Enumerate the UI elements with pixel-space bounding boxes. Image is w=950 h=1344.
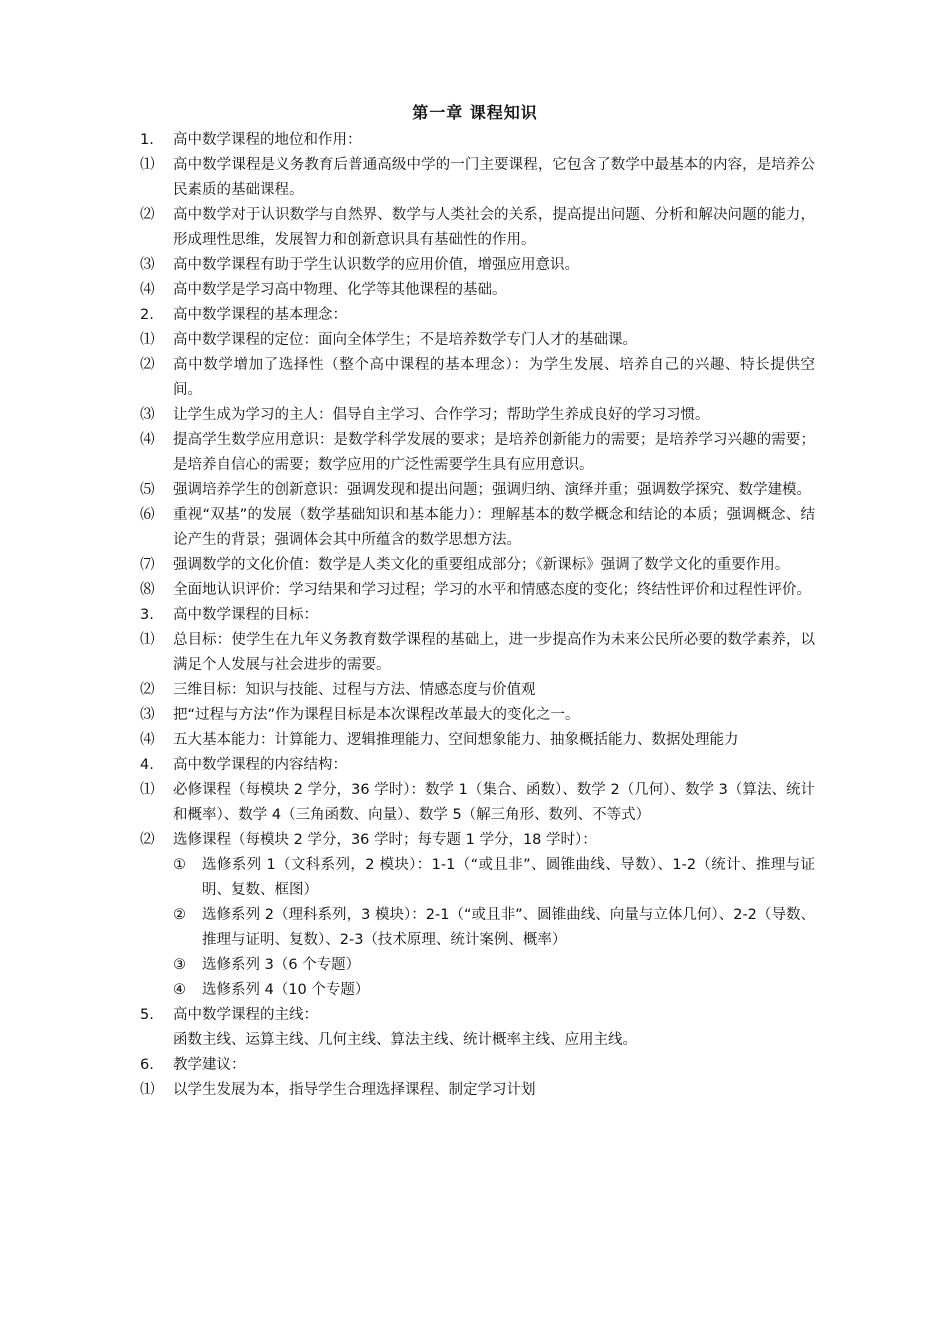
list-text: 选修系列 4（10 个专题） bbox=[202, 982, 370, 998]
list-marker: ⑴ bbox=[140, 1082, 155, 1098]
list-text: 高中数学课程的定位：面向全体学生；不是培养数学专门人才的基础课。 bbox=[173, 332, 637, 348]
list-text: 高中数学是学习高中物理、化学等其他课程的基础。 bbox=[173, 282, 507, 298]
list-marker: ② bbox=[173, 907, 186, 923]
list-marker: ⑴ bbox=[140, 157, 155, 173]
list-marker: ⑺ bbox=[140, 557, 155, 573]
list-marker: ⑶ bbox=[140, 257, 155, 273]
list-item bbox=[140, 478, 815, 503]
list-item bbox=[140, 753, 815, 778]
list-item bbox=[140, 128, 815, 153]
list-text: 选修系列 2（理科系列，3 模块）：2-1（“或且非”、圆锥曲线、向量与立体几何）、2-2（导数、推理与证明、复数）、2-3（技术原理、统计案例、概率） bbox=[202, 907, 815, 948]
list-item bbox=[140, 403, 815, 428]
list-marker: ⑷ bbox=[140, 432, 155, 448]
list-marker: 5. bbox=[140, 1007, 154, 1023]
list-item bbox=[140, 628, 815, 678]
list-text: 三维目标：知识与技能、过程与方法、情感态度与价值观 bbox=[173, 682, 536, 698]
list-item bbox=[140, 778, 815, 828]
list-text: 选修课程（每模块 2 学分，36 学时；每专题 1 学分，18 学时）： bbox=[173, 832, 597, 848]
list-item bbox=[140, 603, 815, 628]
list-text: 高中数学课程的目标： bbox=[173, 607, 318, 623]
list-text: 高中数学课程的主线： bbox=[173, 1007, 318, 1023]
list-marker: ⑷ bbox=[140, 282, 155, 298]
list-text: 高中数学课程的基本理念： bbox=[173, 307, 347, 323]
list-text: 高中数学课程是义务教育后普通高级中学的一门主要课程，它包含了数学中最基本的内容，是培养公民素质的基础课程。 bbox=[173, 157, 815, 198]
list-item bbox=[140, 1028, 815, 1053]
list-marker: ⑴ bbox=[140, 332, 155, 348]
list-marker: ① bbox=[173, 857, 186, 873]
list-item bbox=[140, 853, 815, 903]
list-item bbox=[140, 978, 815, 1003]
list-marker: ③ bbox=[173, 957, 186, 973]
list-text: 以学生发展为本，指导学生合理选择课程、制定学习计划 bbox=[173, 1082, 536, 1098]
list-text: 高中数学课程的地位和作用： bbox=[173, 132, 362, 148]
list-item bbox=[140, 678, 815, 703]
list-text: 全面地认识评价：学习结果和学习过程；学习的水平和情感态度的变化；终结性评价和过程性评价。 bbox=[173, 582, 811, 598]
list-item bbox=[140, 1053, 815, 1078]
list-text: 函数主线、运算主线、几何主线、算法主线、统计概率主线、应用主线。 bbox=[173, 1032, 637, 1048]
list-marker: ⑴ bbox=[140, 782, 155, 798]
list-item bbox=[140, 153, 815, 203]
list-marker: ⑵ bbox=[140, 207, 155, 223]
list-text: 高中数学对于认识数学与自然界、数学与人类社会的关系，提高提出问题、分析和解决问题的能力，形成理性思维，发展智力和创新意识具有基础性的作用。 bbox=[173, 207, 815, 248]
list-marker: 2. bbox=[140, 307, 154, 323]
list-text: 强调培养学生的创新意识：强调发现和提出问题；强调归纳、演绎并重；强调数学探究、数学建模。 bbox=[173, 482, 811, 498]
list-text: 高中数学课程的内容结构： bbox=[173, 757, 347, 773]
list-item bbox=[140, 953, 815, 978]
chapter-title: 第一章 课程知识 bbox=[412, 103, 538, 122]
list-marker: ⑵ bbox=[140, 682, 155, 698]
list-text: 高中数学增加了选择性（整个高中课程的基本理念）：为学生发展、培养自己的兴趣、特长提供空间。 bbox=[173, 357, 815, 398]
list-text: 必修课程（每模块 2 学分，36 学时）：数学 1（集合、函数）、数学 2（几何）、数学 3（算法、统计和概率）、数学 4（三角函数、向量）、数学 5（解三角形、数列、不等式） bbox=[173, 782, 815, 823]
list-item bbox=[140, 278, 815, 303]
list-marker: ⑻ bbox=[140, 582, 155, 598]
list-text: 把“过程与方法”作为课程目标是本次课程改革最大的变化之一。 bbox=[173, 707, 580, 723]
list-text: 提高学生数学应用意识：是数学科学发展的要求；是培养创新能力的需要；是培养学习兴趣的需要；是培养自信心的需要；数学应用的广泛性需要学生具有应用意识。 bbox=[173, 432, 815, 473]
list-item bbox=[140, 328, 815, 353]
list-text: 选修系列 1（文科系列，2 模块）：1-1（“或且非”、圆锥曲线、导数）、1-2（统计、推理与证明、复数、框图） bbox=[202, 857, 815, 898]
list-marker: ⑸ bbox=[140, 482, 155, 498]
list-item bbox=[140, 903, 815, 953]
list-item bbox=[140, 1003, 815, 1028]
list-marker: ⑵ bbox=[140, 832, 155, 848]
list-text: 选修系列 3（6 个专题） bbox=[202, 957, 361, 973]
list-item bbox=[140, 553, 815, 578]
list-text: 高中数学课程有助于学生认识数学的应用价值，增强应用意识。 bbox=[173, 257, 579, 273]
list-marker: ⑴ bbox=[140, 632, 155, 648]
list-marker: 1. bbox=[140, 132, 154, 148]
list-text: 让学生成为学习的主人：倡导自主学习、合作学习；帮助学生养成良好的学习习惯。 bbox=[173, 407, 710, 423]
list-marker: ⑷ bbox=[140, 732, 155, 748]
list-item bbox=[140, 828, 815, 853]
list-item bbox=[140, 728, 815, 753]
list-text: 强调数学的文化价值：数学是人类文化的重要组成部分；《新课标》强调了数学文化的重要作用。 bbox=[173, 557, 790, 573]
list-text: 总目标：使学生在九年义务教育数学课程的基础上，进一步提高作为未来公民所必要的数学素养，以满足个人发展与社会进步的需要。 bbox=[173, 632, 815, 673]
list-marker: 3. bbox=[140, 607, 154, 623]
list-marker: ④ bbox=[173, 982, 186, 998]
list-marker: 6. bbox=[140, 1057, 154, 1073]
list-item bbox=[140, 253, 815, 278]
list-marker: ⑹ bbox=[140, 507, 155, 523]
list-marker: ⑵ bbox=[140, 357, 155, 373]
document-body bbox=[140, 128, 815, 1103]
list-text: 五大基本能力：计算能力、逻辑推理能力、空间想象能力、抽象概括能力、数据处理能力 bbox=[173, 732, 739, 748]
list-text: 教学建议： bbox=[173, 1057, 246, 1073]
list-text: 重视“双基”的发展（数学基础知识和基本能力）：理解基本的数学概念和结论的本质；强调概念、结论产生的背景；强调体会其中所蕴含的数学思想方法。 bbox=[173, 507, 815, 548]
list-item bbox=[140, 203, 815, 253]
list-item bbox=[140, 703, 815, 728]
list-marker: 4. bbox=[140, 757, 154, 773]
list-item bbox=[140, 303, 815, 328]
list-marker: ⑶ bbox=[140, 407, 155, 423]
list-item bbox=[140, 353, 815, 403]
list-marker: ⑶ bbox=[140, 707, 155, 723]
list-item bbox=[140, 578, 815, 603]
list-item bbox=[140, 1078, 815, 1103]
list-item bbox=[140, 503, 815, 553]
list-item bbox=[140, 428, 815, 478]
